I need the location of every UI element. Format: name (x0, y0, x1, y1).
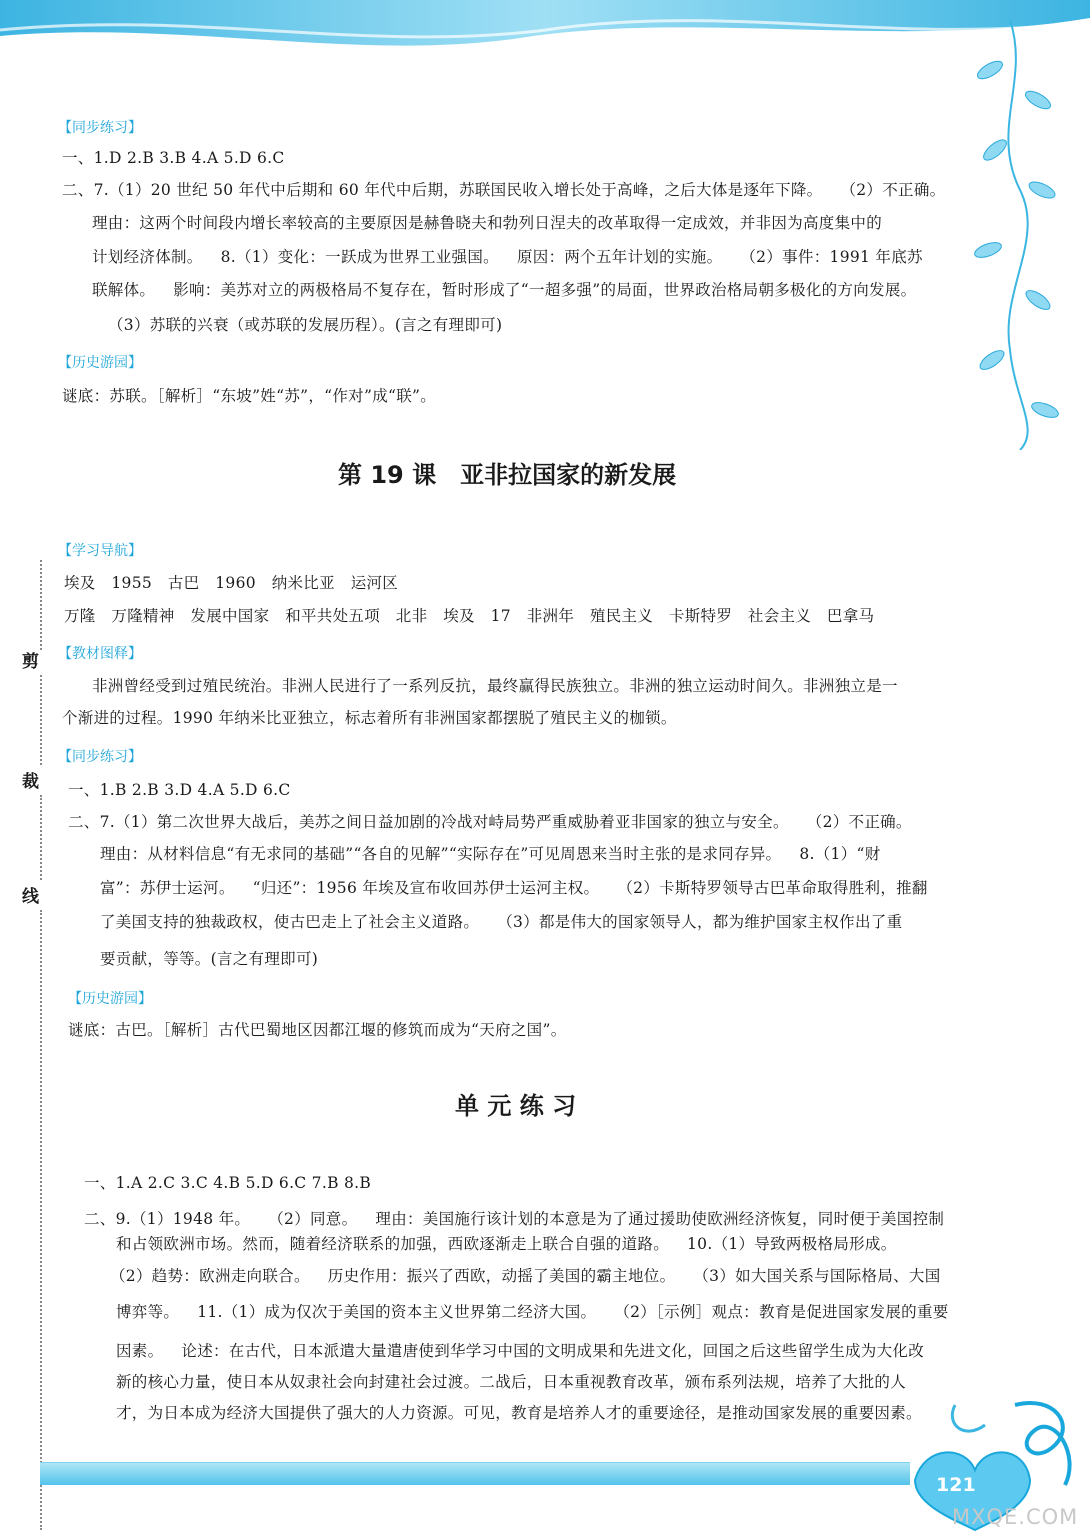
answer-line: （2）趋势：欧洲走向联合。 历史作用：振兴了西欧，动摇了美国的霸主地位。 （3）如大国关系与国际格局、大国 (110, 1267, 941, 1285)
answer-line: 和占领欧洲市场。然而，随着经济联系的加强，西欧逐渐走上联合自强的道路。 10.（1）导致两极格局形成。 (116, 1235, 897, 1253)
answer-line: （3）苏联的兴衰（或苏联的发展历程）。(言之有理即可) (108, 316, 503, 334)
margin-char-cut: 剪 (22, 652, 39, 672)
top-banner-decoration (0, 0, 1090, 60)
margin-char-trim: 裁 (22, 772, 39, 792)
answer-line: 二、7.（1）第二次世界大战后，美苏之间日益加剧的冷战对峙局势严重威胁着亚非国家的独立与安全。 （2）不正确。 (68, 813, 912, 831)
section-tag-garden: 【历史游园】 (68, 991, 152, 1007)
answer-line: 一、1.D 2.B 3.B 4.A 5.D 6.C (62, 149, 285, 167)
answer-line: 埃及 1955 古巴 1960 纳米比亚 运河区 (64, 574, 399, 592)
margin-char-line: 线 (22, 887, 39, 907)
answer-line: 了美国支持的独裁政权，使古巴走上了社会主义道路。 （3）都是伟大的国家领导人，都为维护国家主权作出了重 (100, 913, 903, 931)
answer-line: 理由：从材料信息“有无求同的基础”“各自的见解”“实际存在”可见周恩来当时主张的是求同存异。 8.（1）“财 (100, 845, 881, 863)
answer-line: 理由：这两个时间段内增长率较高的主要原因是赫鲁晓夫和勃列日涅夫的改革取得一定成效，并非因为高度集中的 (92, 214, 883, 232)
answer-line: 二、7.（1）20 世纪 50 年代中后期和 60 年代中后期，苏联国民收入增长处于高峰，之后大体是逐年下降。 （2）不正确。 (62, 181, 946, 199)
answer-line: 联解体。 影响：美苏对立的两极格局不复存在，暂时形成了“一超多强”的局面，世界政治格局朝多极化的方向发展。 (92, 281, 917, 299)
answer-line: 一、1.B 2.B 3.D 4.A 5.D 6.C (68, 781, 291, 799)
answer-line: 新的核心力量，使日本从奴隶社会向封建社会过渡。二战后，日本重视教育改革，颁布系列法规，培养了大批的人 (116, 1373, 907, 1391)
answer-line: 计划经济体制。 8.（1）变化：一跃成为世界工业强国。 原因：两个五年计划的实施。 （2）事件：1991 年底苏 (92, 248, 923, 266)
cut-line (40, 560, 42, 650)
answer-line: 万隆 万隆精神 发展中国家 和平共处五项 北非 埃及 17 非洲年 殖民主义 卡斯特罗 社会主义 巴拿马 (64, 607, 875, 625)
cut-line (40, 795, 42, 880)
lesson-title: 第 19 课 亚非拉国家的新发展 (338, 461, 677, 489)
section-tag-garden: 【历史游园】 (58, 355, 142, 371)
page-number: 121 (936, 1474, 976, 1496)
cut-line (40, 910, 42, 1530)
answer-line: 才，为日本成为经济大国提供了强大的人力资源。可见，教育是培养人才的重要途径，是推动国家发展的重要因素。 (116, 1404, 922, 1422)
answer-line: 因素。 论述：在古代，日本派遣大量遣唐使到华学习中国的文明成果和先进文化，回国之后这些留学生成为大化改 (116, 1342, 925, 1360)
bottom-banner-decoration (40, 1462, 910, 1485)
answer-line: 谜底：苏联。［解析］“东坡”姓“苏”，“作对”成“联”。 (62, 387, 437, 405)
answer-line: 二、9.（1）1948 年。 （2）同意。 理由：美国施行该计划的本意是为了通过援助使欧洲经济恢复，同时便于美国控制 (84, 1210, 945, 1228)
answer-line: 一、1.A 2.C 3.C 4.B 5.D 6.C 7.B 8.B (84, 1174, 372, 1192)
watermark: MXQE.COM (952, 1505, 1079, 1529)
unit-practice-title: 单 元 练 习 (455, 1092, 577, 1120)
section-tag-practice: 【同步练习】 (58, 120, 142, 136)
answer-line: 博弈等。 11.（1）成为仅次于美国的资本主义世界第二经济大国。 （2）［示例］观点：教育是促进国家发展的重要 (116, 1303, 949, 1321)
answer-line: 个渐进的过程。1990 年纳米比亚独立，标志着所有非洲国家都摆脱了殖民主义的枷锁。 (62, 709, 677, 727)
answer-line: 富”：苏伊士运河。 “归还”：1956 年埃及宣布收回苏伊士运河主权。 （2）卡斯特罗领导古巴革命取得胜利，推翻 (100, 879, 928, 897)
vine-leaf-decoration (950, 20, 1070, 450)
cut-line (40, 675, 42, 765)
section-tag-explain: 【教材图释】 (58, 646, 142, 662)
answer-line: 谜底：古巴。［解析］古代巴蜀地区因都江堰的修筑而成为“天府之国”。 (68, 1021, 567, 1039)
section-tag-navigation: 【学习导航】 (58, 543, 142, 559)
answer-line: 非洲曾经受到过殖民统治。非洲人民进行了一系列反抗，最终赢得民族独立。非洲的独立运动时间久。非洲独立是一 (92, 677, 898, 695)
section-tag-practice: 【同步练习】 (58, 749, 142, 765)
answer-line: 要贡献，等等。(言之有理即可) (100, 950, 319, 968)
